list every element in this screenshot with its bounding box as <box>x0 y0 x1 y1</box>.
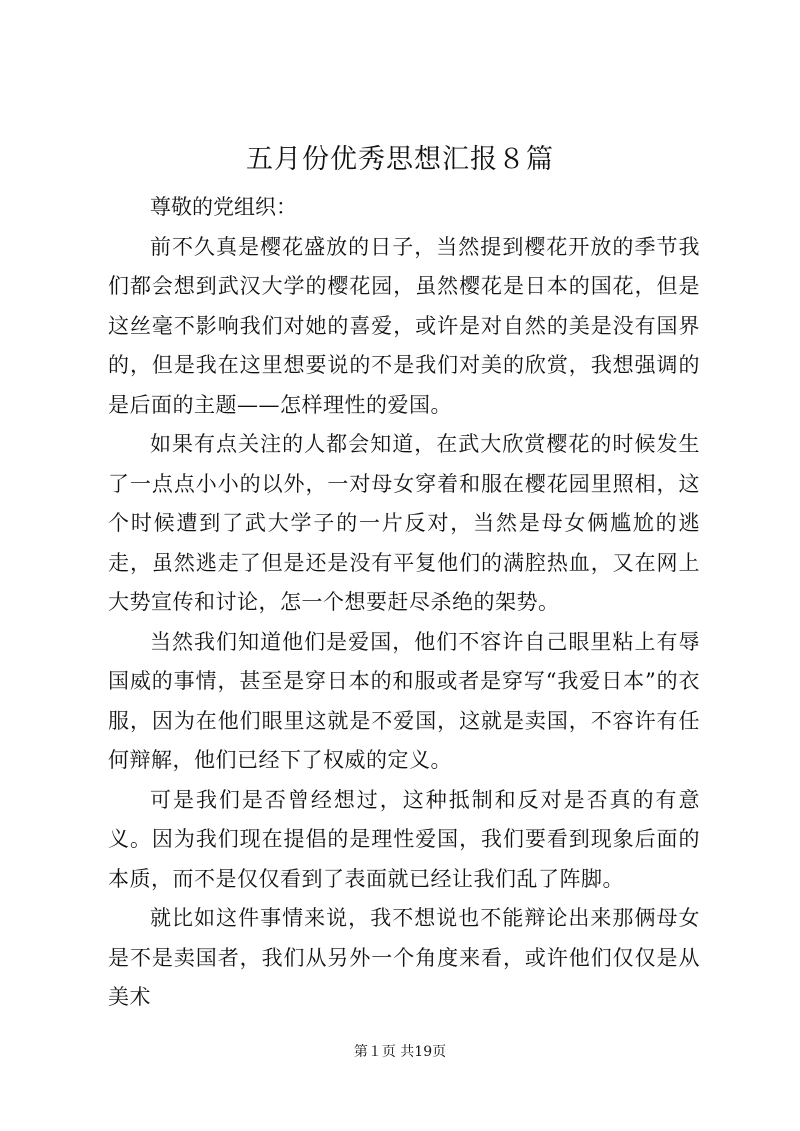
salutation: 尊敬的党组织： <box>150 195 297 219</box>
paragraph-3: 当然我们知道他们是爱国，他们不容许自己眼里粘上有辱国威的事情，甚至是穿日本的和服或者是穿写“我爱日本”的衣服，因为在他们眼里这就是不爱国，这就是卖国，不容许有任何辩解，他们已经下了权威的定义。 <box>108 629 700 772</box>
paragraph-1: 前不久真是樱花盛放的日子，当然提到樱花开放的季节我们都会想到武汉大学的樱花园，虽然樱花是日本的国花，但是这丝毫不影响我们对她的喜爱，或许是对自然的美是没有国界的，但是我在这里想要说的不是我们对美的欣赏，我想强调的是后面的主题——怎样理性的爱国。 <box>108 234 700 417</box>
document-body <box>108 188 700 1018</box>
page-number-footer: 第１页 共19页 <box>353 1044 447 1060</box>
paragraph-5: 就比如这件事情来说，我不想说也不能辩论出来那俩母女是不是卖国者，我们从另外一个角度来看，或许他们仅仅是从美术 <box>108 906 700 1009</box>
paragraph-4: 可是我们是否曾经想过，这种抵制和反对是否真的有意义。因为我们现在提倡的是理性爱国，我们要看到现象后面的本质，而不是仅仅看到了表面就已经让我们乱了阵脚。 <box>108 787 700 891</box>
document-title: 五月份优秀思想汇报８篇 <box>246 144 554 175</box>
paragraph-2: 如果有点关注的人都会知道，在武大欣赏樱花的时候发生了一点点小小的以外，一对母女穿着和服在樱花园里照相，这个时候遭到了武大学子的一片反对，当然是母女俩尴尬的逃走，虽然逃走了但是还是没有平复他们的满腔热血，又在网上大势宣传和讨论，怎一个想要赶尽杀绝的架势。 <box>108 432 700 614</box>
